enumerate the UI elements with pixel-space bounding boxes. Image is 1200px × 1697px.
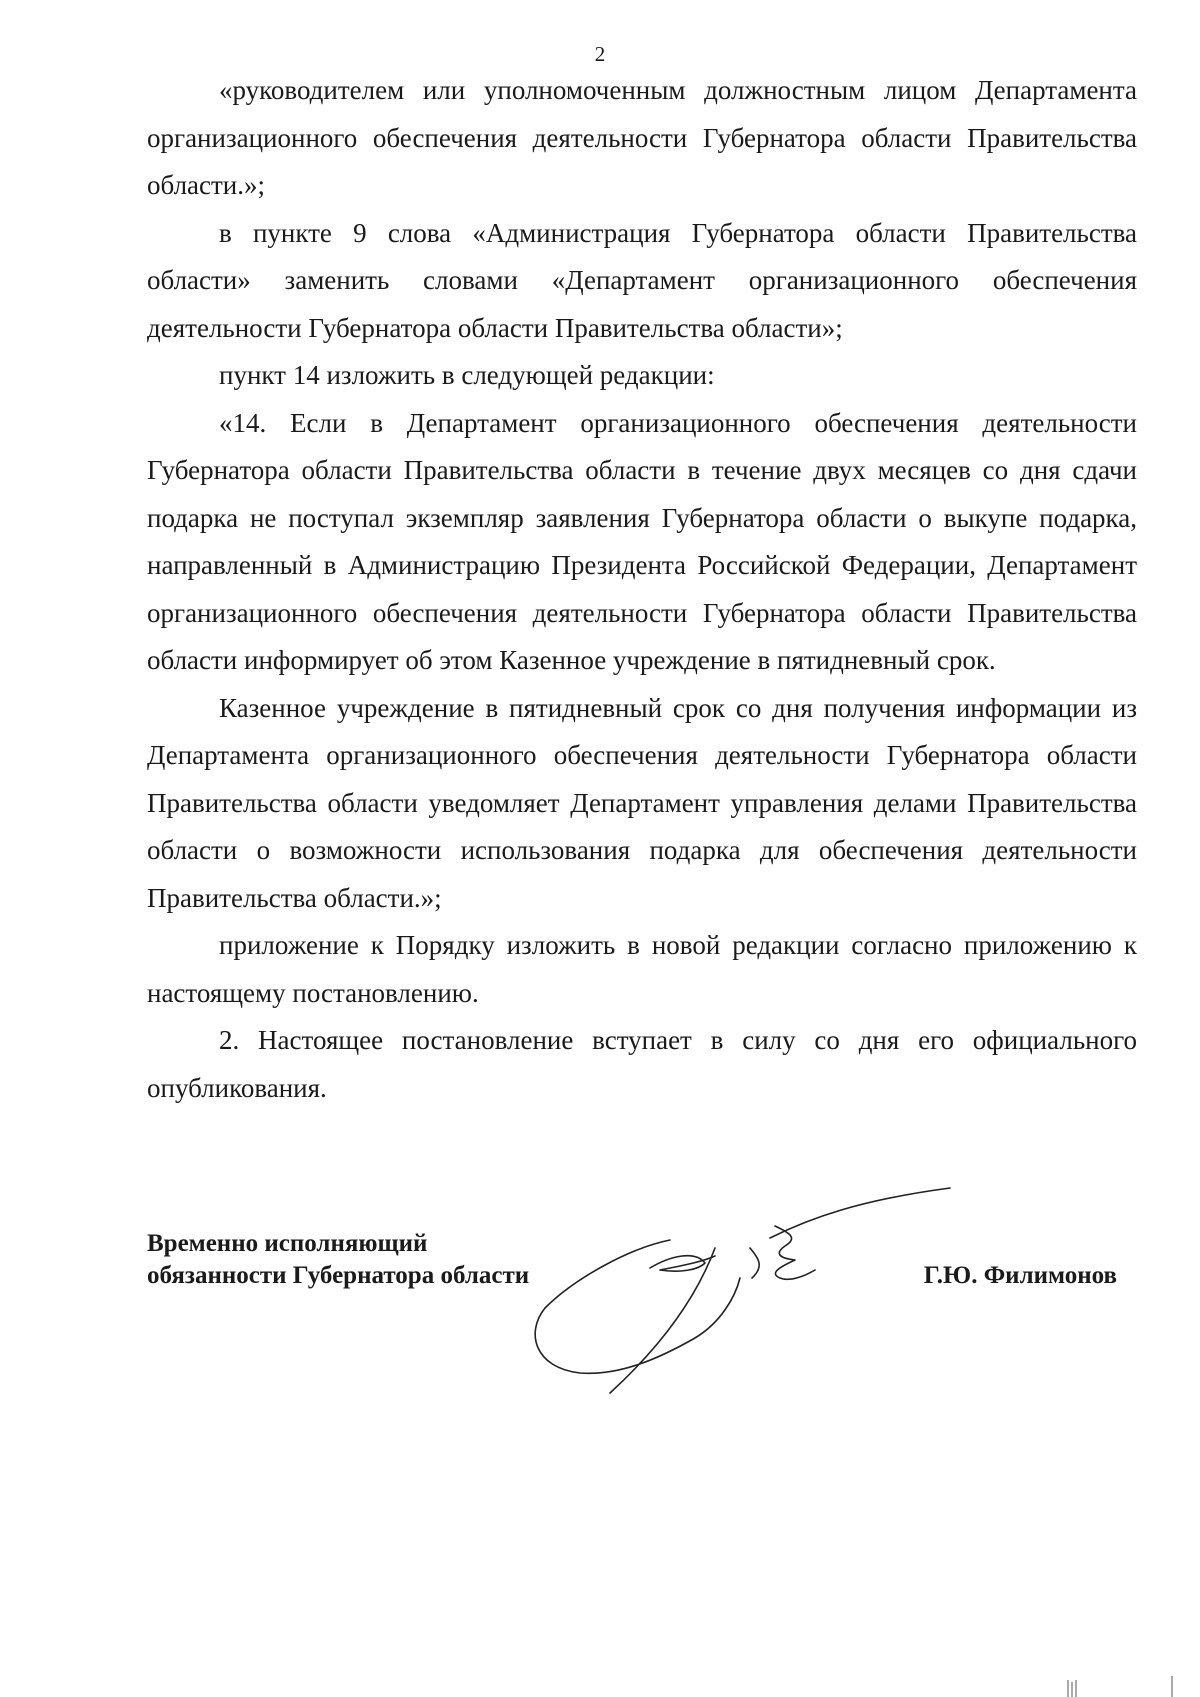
paragraph-item-14-intro: пункт 14 изложить в следующей редакции: bbox=[219, 360, 715, 390]
signatory-position-line2: обязанности Губернатора области bbox=[147, 1262, 530, 1289]
signatory-position bbox=[147, 1228, 529, 1292]
paragraph-kazennoe: Казенное учреждение в пятидневный срок со дня получения информации из Департамента организационного обеспечения деятельности Губернатора области Правительства области уведомляет Департамент управления делами Правительства области о возможности использования подарка для обеспечения деятельности Правительства области.»; bbox=[147, 692, 1137, 913]
paragraph-item-9: в пункте 9 слова «Администрация Губернатора области Правительства области» заменить словами «Департамент организационного обеспечения деятельности Губернатора области Правительства области»; bbox=[147, 217, 1137, 343]
paragraph-item-14-text: «14. Если в Департамент организационного обеспечения деятельности Губернатора области Правительства области в течение двух месяцев со дня сдачи подарка не поступал экземпляр заявления Губернатора области о выкупе подарка, направленный в Администрацию Президента Российской Федерации, Департамент организационного обеспечения деятельности Губернатора области Правительства области информирует об этом Казенное учреждение в пятидневный срок. bbox=[147, 407, 1137, 675]
signatory-name: Г.Ю. Филимонов bbox=[923, 1262, 1117, 1289]
signatory-position-line1: Временно исполняющий bbox=[147, 1230, 428, 1257]
paragraph-continuation: «руководителем или уполномоченным должностным лицом Департамента организационного обеспечения деятельности Губернатора области Правительства области.»; bbox=[147, 75, 1137, 200]
page-number: 2 bbox=[594, 42, 606, 66]
paragraph-effective-date: 2. Настоящее постановление вступает в силу со дня его официального опубликования. bbox=[147, 1025, 1137, 1103]
handwritten-signature bbox=[520, 1178, 980, 1398]
paragraph-appendix: приложение к Порядку изложить в новой редакции согласно приложению к настоящему постановлению. bbox=[147, 930, 1137, 1008]
scan-artifact-marks bbox=[1060, 1672, 1180, 1697]
document-body bbox=[147, 67, 1137, 1112]
